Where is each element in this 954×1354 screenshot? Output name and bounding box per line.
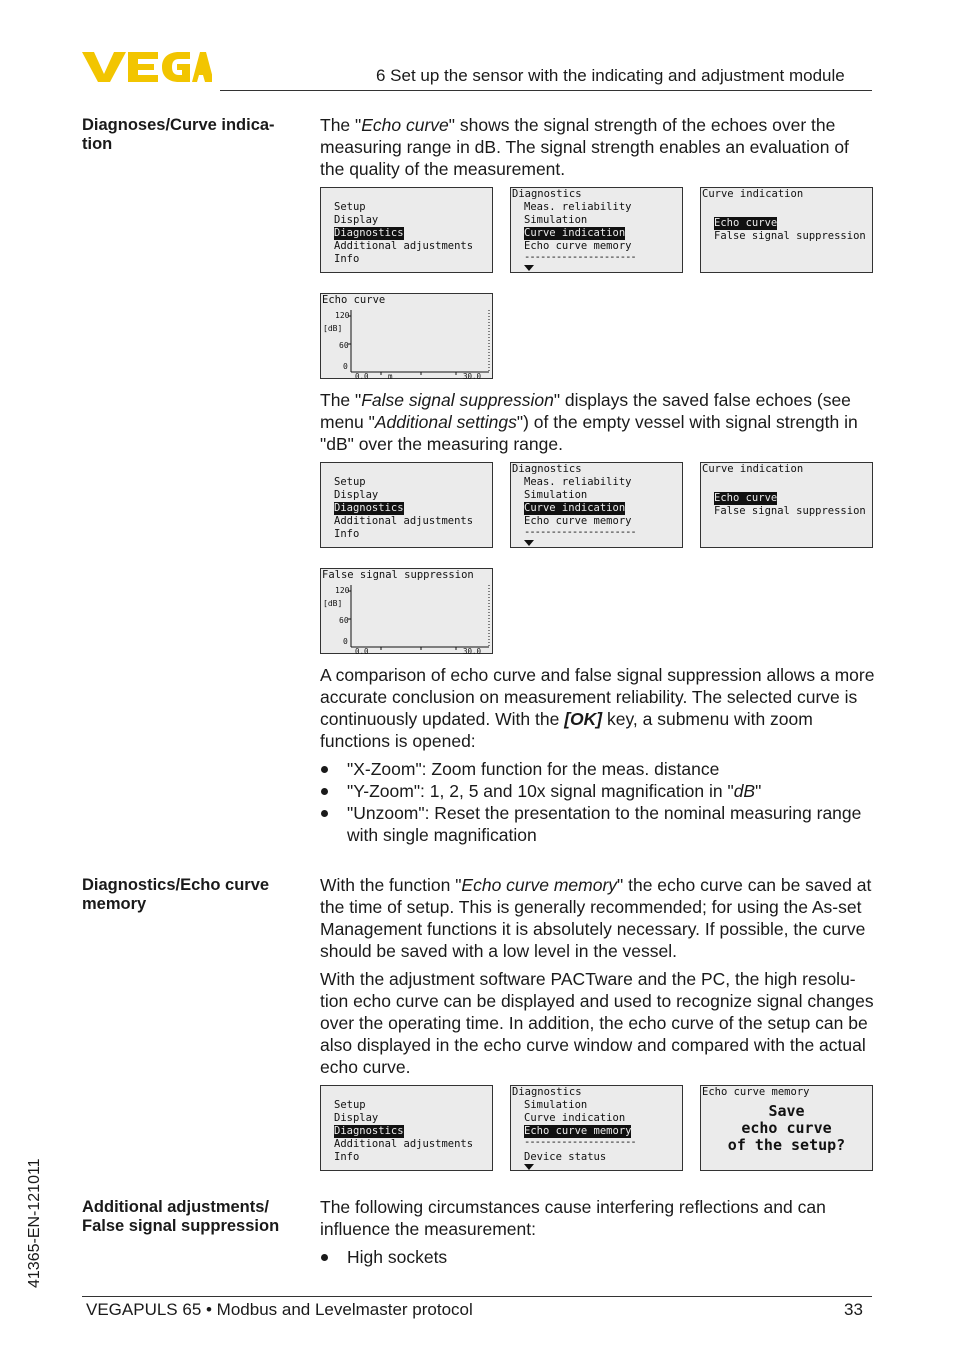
circumstances-bullet-list [320,1246,876,1268]
chapter-heading: 6 Set up the sensor with the indicating and adjustment module [376,66,845,85]
screen-main-menu-2: Setup Display Diagnostics Additional adjustments Info [320,462,493,548]
list-item: High sockets [320,1246,876,1268]
screen-diagnostics-menu: Diagnostics Meas. reliability Simulation Curve indication Echo curve memory --------------------- [510,187,683,273]
screen-curve-indication: Curve indication Echo curve False signal suppression [700,187,873,273]
footer-product: VEGAPULS 65 • Modbus and Levelmaster protocol [86,1300,473,1319]
paragraph-interfering: The following circumstances cause interfering reflections and can influence the measurement: [320,1197,826,1239]
vega-logo [82,50,212,84]
screen-curve-indication-2: Curve indication Echo curve False signal suppression [700,462,873,548]
paragraph-echo-memory: With the function "Echo curve memory" the echo curve can be saved at the time of setup. This is generally recommended; for using the As-set Management functions it is absolutely necessary. If possible, the curve should be saved with a low level in the vessel. With the adjustment software PACTware and the PC, the high resolu-tion echo curve can be displayed and used to recognize signal changes over the operating time. In addition, the echo curve of the setup can be also displayed in the echo curve window and compared with the actual echo curve. [320,875,874,1077]
screen-diagnostics-menu-2: Diagnostics Meas. reliability Simulation Curve indication Echo curve memory --------------------- [510,462,683,548]
paragraph-echo-curve: The "Echo curve" shows the signal strength of the echoes over the measuring range in dB. The signal strength enables an evaluation of the quality of the measurement. [320,115,849,179]
screen-main-menu: Setup Display Diagnostics Additional adjustments Info [320,187,493,273]
page-number: 33 [844,1300,863,1319]
paragraph-false-signal: The "False signal suppression" displays the saved false echoes (see menu "Additional settings") of the empty vessel with signal strength in "dB" over the measuring range. [320,390,858,454]
screen-echo-curve-chart: Echo curve 120 [dB] 60 0 0.0 m 30.0 [320,293,493,379]
echo-curve-axes [321,294,492,378]
header-divider [220,90,872,91]
screen-false-signal-chart: False signal suppression 120 [dB] 60 0 0.0 30.0 [320,568,493,654]
section-label-curve-indication: Diagnoses/Curve indica- tion [82,116,275,153]
screen-main-menu-3: Setup Display Diagnostics Additional adjustments Info [320,1085,493,1171]
arrow-down-icon [524,540,534,546]
paragraph-comparison: A comparison of echo curve and false signal suppression allows a more accurate conclusion on measurement reliability. The selected curve is continuously updated. With the [OK] key, a submenu with zoom functions is opened: [320,665,875,751]
zoom-bullet-list [320,758,876,846]
arrow-down-icon [524,1164,534,1170]
screen-save-echo-curve: Echo curve memory Save echo curve of the setup? [700,1085,873,1171]
list-item: "Unzoom": Reset the presentation to the nominal measuring range with single magnification [320,802,876,846]
arrow-down-icon [524,265,534,271]
false-signal-axes [321,569,492,653]
section-label-echo-memory: Diagnostics/Echo curve memory [82,876,270,913]
screen-diagnostics-menu-3: Diagnostics Simulation Curve indication Echo curve memory --------------------- Device status [510,1085,683,1171]
section-label-false-signal: Additional adjustments/ False signal suppression [82,1198,280,1235]
document-id: 41365-EN-121011 [26,1158,43,1288]
list-item: "Y-Zoom": 1, 2, 5 and 10x signal magnification in "dB" [320,780,876,802]
list-item: "X-Zoom": Zoom function for the meas. distance [320,758,876,780]
footer-divider [82,1296,872,1297]
